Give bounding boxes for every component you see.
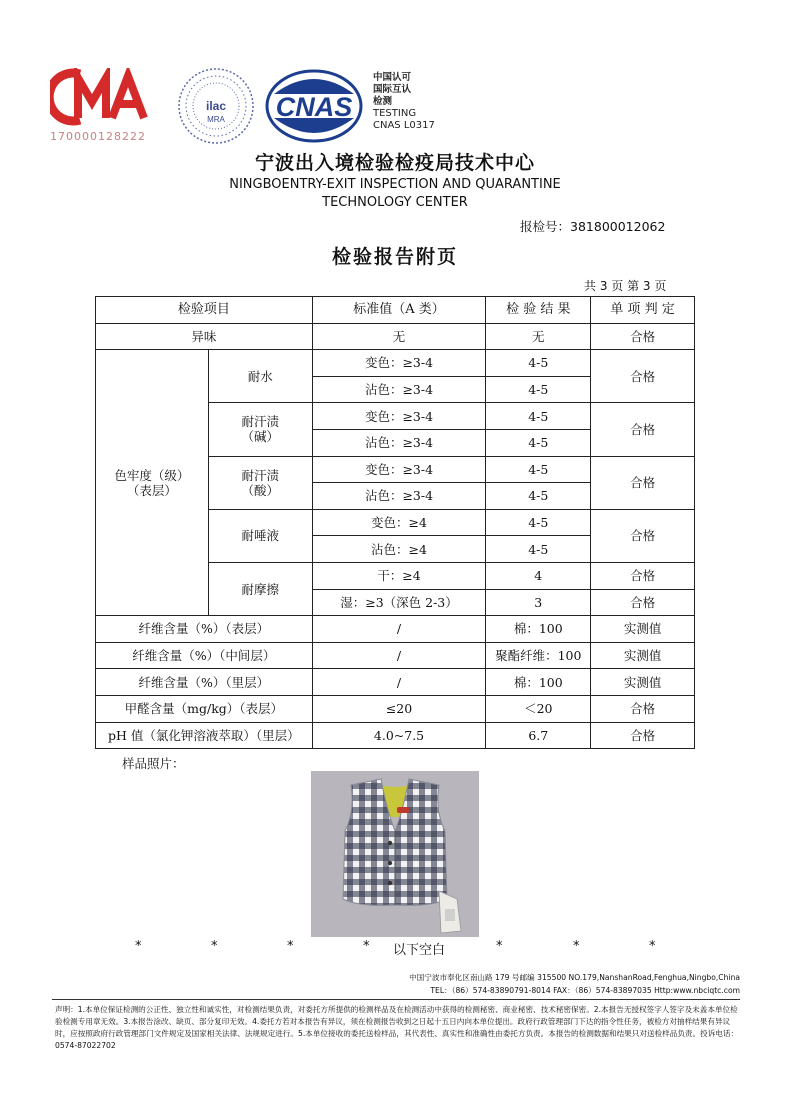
colorfastness-label <box>96 350 209 616</box>
cnas-line: 国际互认 <box>373 84 412 95</box>
cma-logo <box>50 68 150 126</box>
cell-standard: 沾色：≥3-4 <box>312 483 486 510</box>
org-name-en-line1: NINGBOENTRY-EXIT INSPECTION AND QUARANTINE <box>229 177 561 192</box>
cell-standard: 4.0~7.5 <box>312 722 486 749</box>
table-header-row <box>96 297 695 324</box>
subitem-name2: （酸） <box>241 482 279 498</box>
cell-result: 4-5 <box>486 403 591 430</box>
cell-result: 4-5 <box>486 536 591 563</box>
table-row <box>96 616 695 643</box>
cell-verdict: 合格 <box>591 403 695 456</box>
cell-standard: / <box>312 616 486 643</box>
cell-result: 棉：100 <box>486 669 591 696</box>
svg-text:CNAS: CNAS <box>275 92 353 122</box>
cell-item: 纤维含量（%）（中间层） <box>96 642 313 669</box>
cell-standard: 沾色：≥3-4 <box>312 429 486 456</box>
report-number-label: 报检号： <box>520 219 571 234</box>
cnas-line: CNAS L0317 <box>373 120 435 131</box>
header-standard: 标准值（A 类） <box>312 297 486 324</box>
cell-standard: 变色：≥3-4 <box>312 456 486 483</box>
star-mark: * <box>135 939 142 954</box>
cell-result: 3 <box>486 589 591 616</box>
cell-subitem <box>208 456 312 509</box>
cell-result: 4-5 <box>486 350 591 377</box>
footer-address: 中国宁波市奉化区南山路 179 号邮编 315500 NO.179,NanshanRoad,Fenghua,Ningbo,China <box>409 973 740 982</box>
header-item: 检验项目 <box>96 297 313 324</box>
org-name-en-line2: TECHNOLOGY CENTER <box>322 195 468 210</box>
cell-subitem <box>208 509 312 562</box>
colorfastness-label-line2: （表层） <box>126 482 177 498</box>
cell-verdict: 合格 <box>591 722 695 749</box>
footer-disclaimer: 声明：1.本单位保证检测的公正性、独立性和诚实性，对检测结果负责，对委托方所提供的检测样品及在检测活动中获得的检测秘密、商业秘密、技术秘密保密。2.本报告无授权签字人签字及未盖本单位检验检测专用章无效。3.本报告涂改、缺页、部分复印无效。4.委托方若对本报告有异议，须在检测报告收到之日起十五日内向本单位提出。政府行政管理部门下达的指令性任务，被检方对抽样结果有异议时，应按照政府行政管理部门文件规定及国家相关法律、法规规定进行。5.本单位接收的委托送检样品，其代表性、真实性和准确性由委托方负责。本报告的检测数据和结果只对送检样品负责。投诉电话：0574-87022702 <box>55 1005 739 1050</box>
cell-standard: 沾色：≥3-4 <box>312 376 486 403</box>
cell-standard: / <box>312 669 486 696</box>
table-row <box>96 695 695 722</box>
cell-verdict: 实测值 <box>591 616 695 643</box>
cell-standard: 变色：≥4 <box>312 509 486 536</box>
table-row <box>96 350 695 377</box>
cell-item: 甲醛含量（mg/kg）（表层） <box>96 695 313 722</box>
cell-result: 聚酯纤维：100 <box>486 642 591 669</box>
cell-standard: 变色：≥3-4 <box>312 350 486 377</box>
cell-item: pH 值（氯化钾溶液萃取）（里层） <box>96 722 313 749</box>
sample-photo-label: 样品照片： <box>122 756 185 771</box>
star-mark: * <box>496 939 503 954</box>
star-mark: * <box>573 939 580 954</box>
cell-standard: 沾色：≥4 <box>312 536 486 563</box>
cell-verdict: 合格 <box>591 562 695 589</box>
blank-below-text: 以下空白 <box>393 943 446 958</box>
cell-subitem <box>208 350 312 403</box>
cell-result: 无 <box>486 323 591 350</box>
cma-number: 170000128222 <box>50 130 146 143</box>
cell-verdict: 实测值 <box>591 669 695 696</box>
footer-contact: TEL：（86）574-83890791-8014 FAX：（86）574-83897035 Http:www.nbciqtc.com <box>430 986 740 995</box>
cell-standard: 干：≥4 <box>312 562 486 589</box>
cell-verdict: 合格 <box>591 695 695 722</box>
cell-standard: 无 <box>312 323 486 350</box>
report-number <box>520 217 665 235</box>
cell-standard: 变色：≥3-4 <box>312 403 486 430</box>
subitem-name2: （碱） <box>241 429 279 445</box>
cell-result: 4-5 <box>486 429 591 456</box>
page-info: 共 3 页 第 3 页 <box>584 279 667 293</box>
cell-verdict: 合格 <box>591 323 695 350</box>
svg-text:MRA: MRA <box>207 115 225 124</box>
ilac-mra-logo <box>176 66 256 146</box>
cell-result: 4-5 <box>486 456 591 483</box>
cell-verdict: 合格 <box>591 589 695 616</box>
table-row <box>96 722 695 749</box>
cell-item: 纤维含量（%）（里层） <box>96 669 313 696</box>
cell-result: 棉：100 <box>486 616 591 643</box>
inspection-table <box>95 296 695 749</box>
document-title: 检验报告附页 <box>331 246 458 268</box>
cnas-line: 中国认可 <box>373 72 412 83</box>
cnas-line: TESTING <box>373 108 417 119</box>
cell-result: 4-5 <box>486 376 591 403</box>
cell-verdict: 合格 <box>591 350 695 403</box>
footer-divider <box>52 999 740 1000</box>
subitem-name: 耐汗渍 <box>241 467 279 483</box>
cell-result: ＜20 <box>486 695 591 722</box>
subitem-name: 耐唾液 <box>241 528 279 544</box>
cell-result: 6.7 <box>486 722 591 749</box>
cell-result: 4-5 <box>486 483 591 510</box>
star-mark: * <box>363 939 370 954</box>
subitem-name: 耐汗渍 <box>241 414 279 430</box>
cell-item: 异味 <box>96 323 313 350</box>
cell-result: 4-5 <box>486 509 591 536</box>
svg-text:ilac: ilac <box>205 99 227 113</box>
cell-subitem <box>208 403 312 456</box>
report-number-value: 381800012062 <box>570 219 666 234</box>
table-row <box>96 669 695 696</box>
cell-verdict: 合格 <box>591 509 695 562</box>
star-mark: * <box>211 939 218 954</box>
cnas-line: 检测 <box>373 96 393 107</box>
cell-verdict: 合格 <box>591 456 695 509</box>
header-verdict: 单 项 判 定 <box>591 297 695 324</box>
cell-subitem: 耐摩擦 <box>208 562 312 615</box>
table-row <box>96 323 695 350</box>
cell-item: 纤维含量（%）（表层） <box>96 616 313 643</box>
cell-result: 4 <box>486 562 591 589</box>
colorfastness-label-line1: 色牢度（级） <box>114 467 190 483</box>
sample-photo <box>311 771 479 937</box>
cell-verdict: 实测值 <box>591 642 695 669</box>
cell-standard: ≤20 <box>312 695 486 722</box>
cell-standard: 湿：≥3（深色 2-3） <box>312 589 486 616</box>
cell-standard: / <box>312 642 486 669</box>
org-name-cn: 宁波出入境检验检疫局技术中心 <box>254 152 535 174</box>
star-mark: * <box>649 939 656 954</box>
cnas-logo <box>264 68 364 144</box>
table-row <box>96 642 695 669</box>
star-mark: * <box>287 939 294 954</box>
header-result: 检 验 结 果 <box>486 297 591 324</box>
subitem-name: 耐水 <box>247 368 273 384</box>
cnas-accreditation-text <box>373 72 435 132</box>
